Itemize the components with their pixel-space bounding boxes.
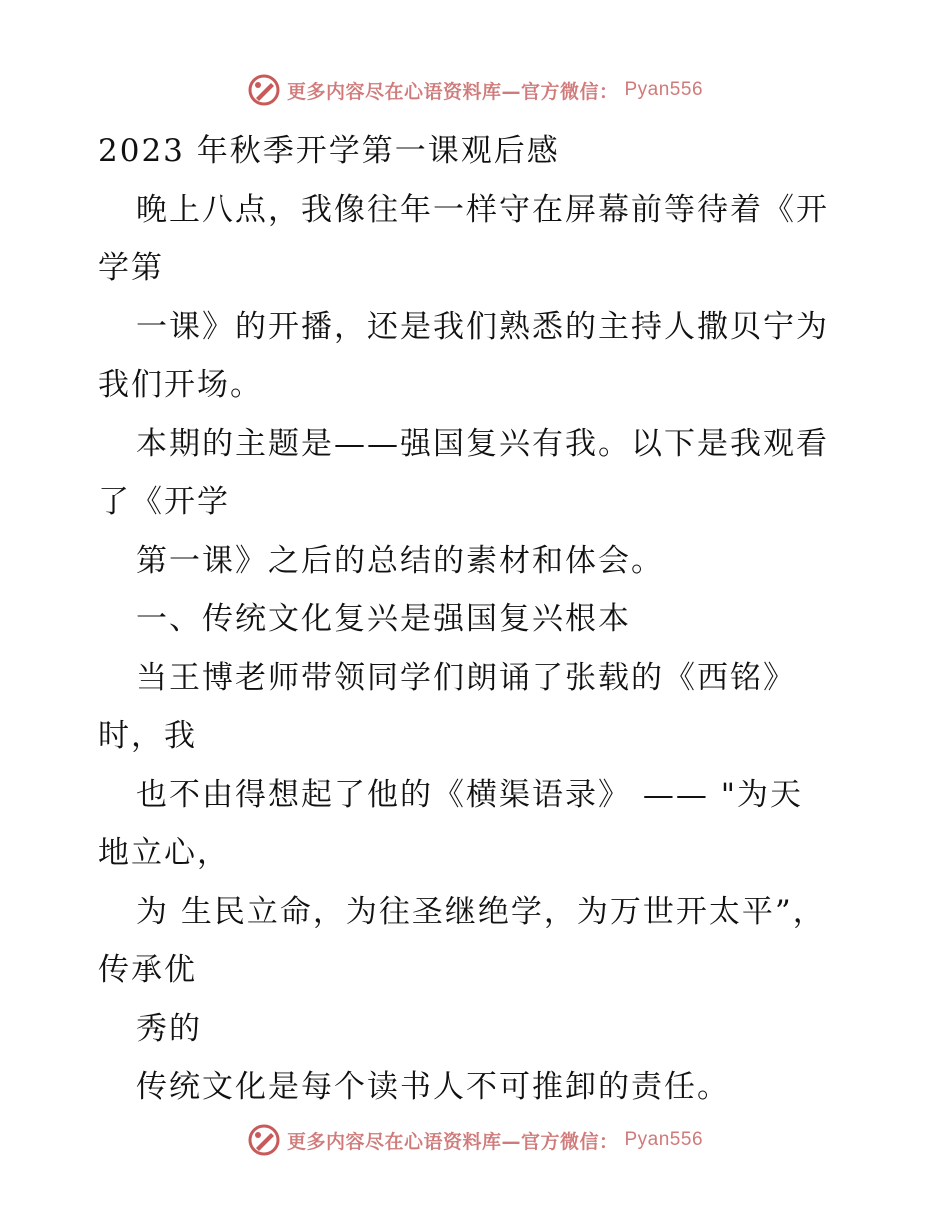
watermark-text: 更多内容尽在心语资料库—官方微信： [286,1130,619,1153]
doc-line: 传统文化是每个读书人不可推卸的责任。 [136,1069,730,1105]
doc-line: 第一课》之后的总结的素材和体会。 [136,542,664,579]
doc-line: 晚上八点，我像往年一样守在屏幕前等待着《开 [136,191,829,228]
doc-title: 2023 年秋季开学第一课观后感 [98,133,560,169]
doc-line: 秀的 [136,1010,202,1047]
doc-line: 传承优 [98,952,197,988]
pen-logo-icon [247,1123,281,1157]
doc-line: 我们开场。 [98,367,263,403]
watermark-text: 更多内容尽在心语资料库—官方微信： [286,80,619,103]
doc-line: 一课》的开播，还是我们熟悉的主持人撒贝宁为 [136,308,829,345]
doc-line: 为 生民立命，为往圣继绝学，为万世开太平”， [136,893,826,930]
doc-line: 也不由得想起了他的《横渠语录》 —— "为天 [136,776,803,813]
pen-logo-icon [247,73,281,107]
doc-line: 了《开学 [98,484,230,520]
doc-line: 地立心， [98,835,230,871]
doc-line: 学第 [98,250,164,286]
footer-watermark [0,1120,950,1160]
doc-line: 时，我 [98,718,197,754]
header-watermark [0,70,950,110]
document-body [98,122,898,1117]
watermark-wechat-id: Pyan556 [624,1129,704,1150]
watermark-wechat-id: Pyan556 [624,79,704,100]
doc-line: 当王博老师带领同学们朗诵了张载的《西铭》 [136,659,796,696]
section-heading: 一、传统文化复兴是强国复兴根本 [136,601,631,637]
doc-line: 本期的主题是——强国复兴有我。以下是我观看 [136,425,829,462]
